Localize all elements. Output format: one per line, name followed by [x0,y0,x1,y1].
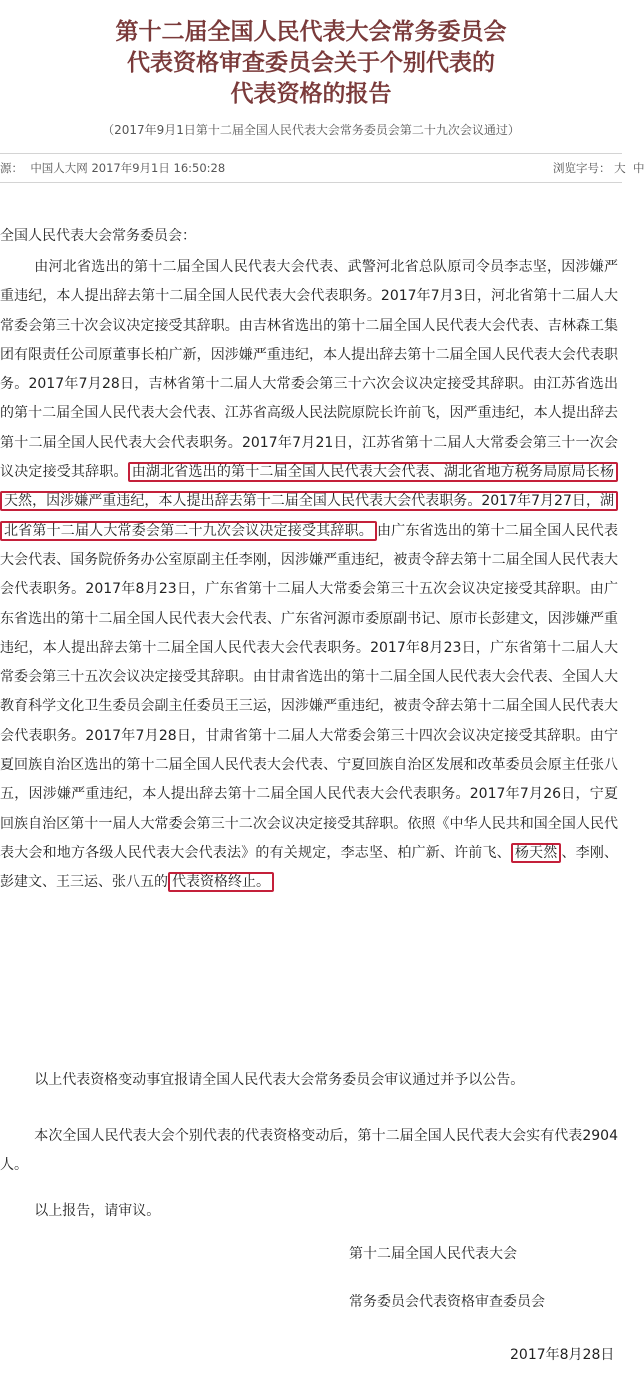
paragraph-1-part-a: 由河北省选出的第十二届全国人民代表大会代表、武警河北省总队原司令员李志坚，因涉嫌严重违纪，本人提出辞去第十二届全国人民代表大会代表职务。2017年7月3日，河北省第十二届人大常委会第三十次会议决定接受其辞职。由吉林省选出的第十二届全国人民代表大会代表、吉林森工集团有限责任公司原董事长柏广新，因涉嫌严重违纪，本人提出辞去第十二届全国人民代表大会代表职务。2017年7月28日，吉林省第十二届人大常委会第三十六次会议决定接受其辞职。由江苏省选出的第十二届全国人民代表大会代表、江苏省高级人民法院原院长许前飞，因严重违纪，本人提出辞去第十二届全国人民代表大会代表职务。2017年7月21日，江苏省第十二届人大常委会第三十一次会议决定接受其辞职。 [0,259,618,481]
signature-line-2: 常务委员会代表资格审查委员会 [349,1294,545,1310]
font-size-large-option[interactable]: 大 [614,161,626,175]
report-paragraph-3: 本次全国人民代表大会个别代表的代表资格变动后，第十二届全国人民代表大会实有代表2904人。 [0,1128,618,1174]
paragraph-1-part-c: 、李刚、彭建文、王三运、张八五的 [0,844,619,891]
salutation: 全国人民代表大会常务委员会： [0,228,196,244]
signature-line-1: 第十二届全国人民代表大会 [349,1246,517,1262]
font-size-control [553,154,644,182]
source-text: 中国人大网 2017年9月1日 16:50:28 [30,161,226,175]
report-paragraph-1 [0,253,618,898]
title-line-1: 第十二届全国人民代表大会常务委员会 [115,18,507,45]
highlight-box-yang-tianran-resignation: 由湖北省选出的第十二届全国人民代表大会代表、湖北省地方税务局原局长杨天然，因涉嫌严重违纪，本人提出辞去第十二届全国人民代表大会代表职务。2017年7月27日，湖北省第十二届人大常委会第二十九次会议决定接受其辞职。 [0,462,618,541]
report-paragraph-2: 以上代表资格变动事宜报请全国人民代表大会常务委员会审议通过并予以公告。 [34,1072,525,1088]
title-line-2: 代表资格审查委员会关于个别代表的 [127,49,495,76]
source-info [0,154,225,182]
font-size-medium-option[interactable]: 中 [632,161,644,175]
title-line-3: 代表资格的报告 [230,80,392,107]
font-size-label: 浏览字号： [553,161,611,175]
paragraph-1-part-b: 由广东省选出的第十二届全国人民代表大会代表、国务院侨务办公室原副主任李刚，因涉嫌严重违纪，被责令辞去第十二届全国人民代表大会代表职务。2017年8月23日，广东省第十二届人大常委会第三十五次会议决定接受其辞职。由广东省选出的第十二届全国人民代表大会代表、广东省河源市委原副书记、原市长彭建文，因涉嫌严重违纪，本人提出辞去第十二届全国人民代表大会代表职务。2017年8月23日，广东省第十二届人大常委会第三十五次会议决定接受其辞职。由甘肃省选出的第十二届全国人民代表大会代表、全国人大教育科学文化卫生委员会副主任委员王三运，因涉嫌严重违纪，被责令辞去第十二届全国人民代表大会代表职务。2017年7月28日，甘肃省第十二届人大常委会第三十四次会议决定接受其辞职。由宁夏回族自治区选出的第十二届全国人民代表大会代表、宁夏回族自治区发展和改革委员会原主任张八五，因涉嫌严重违纪，本人提出辞去第十二届全国人民代表大会代表职务。2017年7月26日，宁夏回族自治区第十一届人大常委会第三十二次会议决定接受其辞职。依照《中华人民共和国全国人民代表大会和地方各级人民代表大会代表法》的有关规定，李志坚、柏广新、许前飞、 [0,522,618,861]
signature-date: 2017年8月28日 [510,1347,615,1363]
article-meta-bar [0,153,644,183]
highlight-box-qualification-terminated: 代表资格终止。 [168,872,274,892]
source-prefix: 源： [0,161,23,175]
adoption-note: （2017年9月1日第十二届全国人民代表大会常务委员会第二十九次会议通过） [102,123,520,137]
highlight-box-yang-tianran-name: 杨天然 [511,843,562,863]
report-paragraph-4: 以上报告，请审议。 [34,1203,161,1219]
